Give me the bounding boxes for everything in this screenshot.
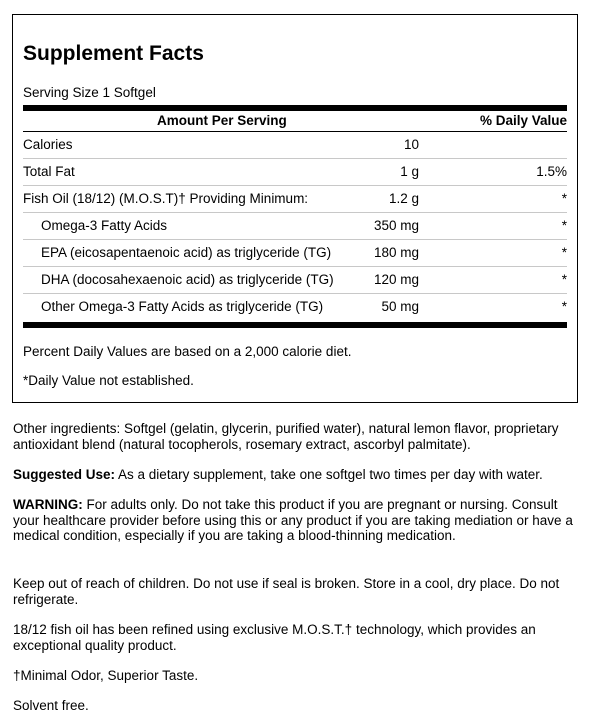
row-amount: 180 mg [373,245,419,260]
row-daily-value: * [561,272,567,287]
row-name: DHA (docosahexaenoic acid) as triglyceride (TG) [41,272,334,287]
row-name: Omega-3 Fatty Acids [41,218,168,233]
row-amount: 1.2 g [388,191,419,206]
row-name: Fish Oil (18/12) (M.O.S.T)† Providing Minimum: [23,191,309,206]
facts-row-omega-3 [23,213,567,240]
row-daily-value: 1.5% [536,164,567,179]
row-name: EPA (eicosapentaenoic acid) as triglyceride (TG) [41,245,332,260]
facts-row-other-omega-3 [23,294,567,320]
footnote-daily-values: Percent Daily Values are based on a 2,000 calorie diet. [23,344,352,359]
solvent-free: Solvent free. [13,698,89,713]
row-daily-value: * [561,191,567,206]
suggested-use [13,467,583,483]
warning [13,497,583,544]
thick-divider [23,105,567,111]
facts-row-total-fat [23,159,567,186]
warning-label: WARNING: [13,497,83,512]
warning-text: For adults only. Do not take this product if you are pregnant or nursing. Consult your healthcare provider before using this or any product if you are taking mediation or have a medical condition, especially if you are taking a blood-thinning medication. [13,497,573,543]
row-daily-value: * [561,245,567,260]
footnote-not-established: *Daily Value not established. [23,373,194,388]
other-ingredients: Other ingredients: Softgel (gelatin, glycerin, purified water), natural lemon flavor, proprietary antioxidant blend (natural tocopherols, rosemary extract, ascorbyl palmitate). [13,421,559,452]
refinement-statement: 18/12 fish oil has been refined using exclusive M.O.S.T.† technology, which provides an exceptional quality product. [13,622,536,653]
facts-row-dha [23,267,567,294]
suggested-use-text: As a dietary supplement, take one softgel two times per day with water. [115,467,543,482]
row-amount: 1 g [400,164,419,179]
suggested-use-label: Suggested Use: [13,467,116,482]
most-definition: †Minimal Odor, Superior Taste. [13,668,199,683]
storage-instructions: Keep out of reach of children. Do not use if seal is broken. Store in a cool, dry place. Do not refrigerate. [13,576,560,607]
header-daily-value: % Daily Value [479,113,567,128]
facts-row-fish-oil [23,186,567,213]
serving-size: Serving Size 1 Softgel [23,85,156,100]
facts-row-calories [23,132,567,159]
row-daily-value: * [561,218,567,233]
row-amount: 10 [403,137,419,152]
thick-divider-bottom [23,322,567,328]
row-amount: 350 mg [373,218,419,233]
supplement-facts-panel [12,14,578,403]
row-name: Other Omega-3 Fatty Acids as triglyceride (TG) [41,299,324,314]
row-daily-value: * [561,299,567,314]
row-name: Calories [23,137,73,152]
row-name: Total Fat [23,164,75,179]
panel-title: Supplement Facts [23,42,204,65]
facts-row-epa [23,240,567,267]
header-amount-per-serving: Amount Per Serving [157,113,287,128]
row-amount: 50 mg [381,299,419,314]
row-amount: 120 mg [373,272,419,287]
